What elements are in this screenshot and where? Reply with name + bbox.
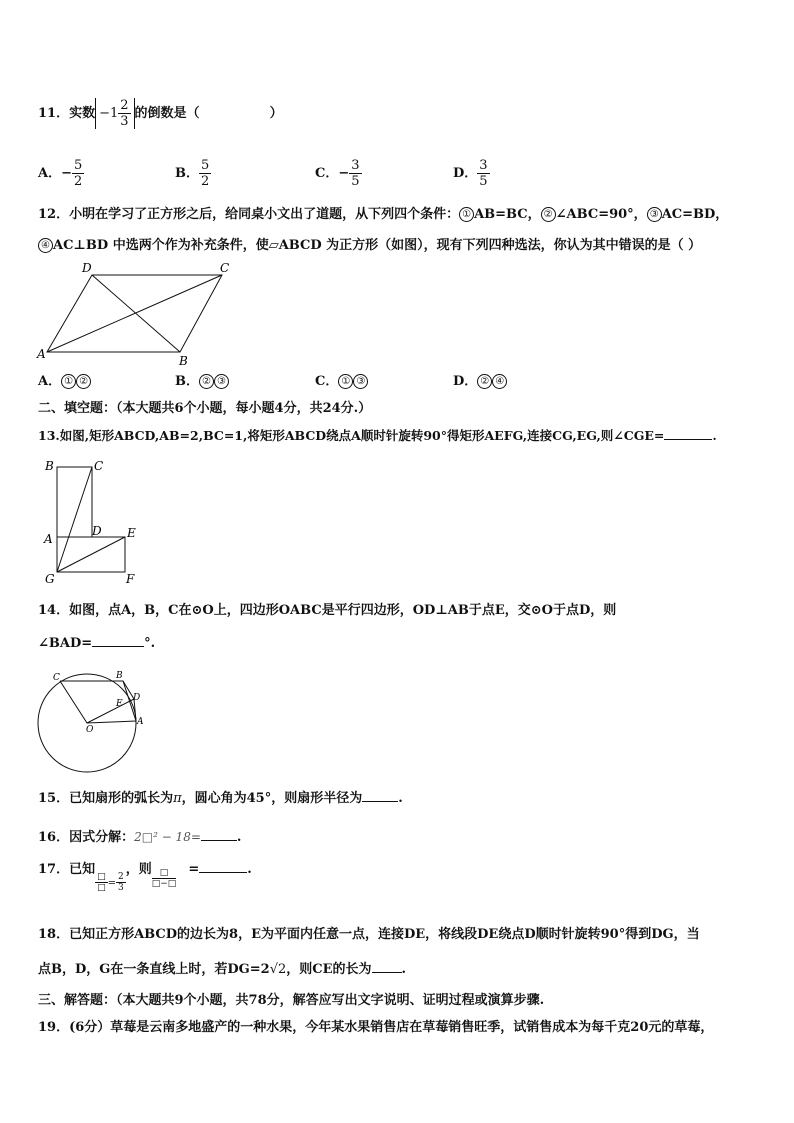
q11-abs-den: 3 [120,114,129,129]
option-letter: D． [453,166,478,181]
option-letter: C． [315,374,339,389]
q18-text: 点B，D，G在一条直线上时，若DG=2 [38,962,270,977]
q11-option-c [315,158,362,189]
label-g: G [45,572,55,586]
q15-end: . [398,791,403,806]
label-o: O [86,725,94,735]
q11-option-b [175,158,211,189]
condition-4-marker: ④ [38,238,53,253]
option-fraction [72,158,84,189]
q18-answer-blank[interactable] [372,972,402,973]
q17-end: . [247,862,252,877]
label-c: C [53,673,60,683]
option-marker: ④ [492,374,507,389]
parallelogram-figure [35,260,235,368]
q16-text: 16．因式分解： [38,830,135,845]
q17-answer-blank[interactable] [199,872,247,873]
option-letter: B． [175,374,199,389]
option-marker: ② [76,374,91,389]
question-18-line1: 18．已知正方形ABCD的边长为8，E为平面内任意一点，连接DE，将线段DE绕点D顺时针旋转90°得到DG，当 [38,927,700,942]
circle-parallelogram-figure [36,668,151,790]
q11-prefix: 11．实数 [38,106,96,121]
cond-left-frac [95,872,108,893]
frac-num: 5 [74,158,83,173]
q16-answer-blank[interactable] [201,840,237,841]
cond-right-frac [116,872,126,893]
label-a: A [37,347,46,361]
label-c: C [94,459,104,473]
section-2-heading: 二、填空题：（本大题共6个小题，每小题4分，共24分.） [38,401,372,416]
option-marker: ① [338,374,353,389]
frac-den: 5 [479,174,488,189]
q11-option-a [38,158,84,189]
q16-end: . [236,830,242,845]
q18-text-2: ，则CE的长为 [286,962,372,977]
query-frac [152,868,177,889]
q12-option-d [453,374,507,390]
q11-absolute-value [95,98,134,129]
q17-text: 17．已知 [38,862,96,877]
frac-num: 3 [351,158,360,173]
condition-1-marker: ① [459,207,474,222]
q15-text: 15．已知扇形的弧长为 [38,791,174,806]
option-letter: D． [453,374,478,389]
option-marker: ② [477,374,492,389]
label-b: B [116,671,123,681]
option-fraction [199,158,211,189]
condition-3-text: AC=BD， [661,207,729,222]
cond-eq: = [107,878,116,889]
q13-end: . [712,428,717,443]
q17-mid: ，则 [125,862,152,877]
question-15 [38,791,403,807]
question-14-line1: 14．如图，点A，B，C在⊙O上，四边形OABC是平行四边形，OD⊥AB于点E，交⊙O于点D，则 [38,603,617,618]
option-marker: ③ [214,374,229,389]
pi-symbol: π [173,791,182,806]
q11-suffix: 的倒数是（ [134,106,200,121]
label-e: E [127,526,136,540]
q18-end: . [401,962,407,977]
label-d: D [133,693,141,703]
frac-num: □ [152,868,177,879]
q17-eq: = [188,862,200,877]
option-sign: − [338,166,350,181]
q14-answer-blank[interactable] [92,646,144,647]
option-marker: ① [61,374,76,389]
label-d: D [82,261,92,275]
label-b: B [45,459,54,473]
question-16 [38,829,241,846]
q11-option-d [453,158,490,189]
question-19: 19．(6分）草莓是云南多地盛产的一种水果，今年某水果销售店在草莓销售旺季，试销售成本为每千克20元的草莓， [38,1020,714,1035]
option-letter: B． [175,166,199,181]
frac-num: □ [97,872,106,882]
frac-den: 3 [118,883,124,893]
q13-text: 13.如图,矩形ABCD,AB=2,BC=1,将矩形ABCD绕点A顺时针旋转90°得矩形AEFG,连接CG,EG,则∠CGE= [38,428,665,443]
frac-den: 2 [201,174,210,189]
q11-abs-whole: −1 [99,106,119,121]
frac-num: 3 [479,158,488,173]
frac-num: 2 [118,872,124,882]
q11-close: ） [269,106,283,121]
label-f: F [126,572,135,586]
frac-den: 5 [351,174,360,189]
question-11 [38,98,283,129]
condition-1-text: AB=BC， [474,207,541,222]
q12-text: 12．小明在学习了正方形之后，给同桌小文出了道题，从下列四个条件： [38,207,460,222]
question-14-line2 [38,636,155,652]
question-13 [38,428,717,444]
question-12-line2 [38,238,701,254]
frac-num: 5 [201,158,210,173]
rectangle-rotation-figure [38,455,148,590]
q14-end: °. [144,636,156,651]
frac-den: □−□ [151,879,177,889]
option-sign: − [61,166,72,181]
q17-condition [95,872,126,893]
sqrt-expression: √2 [269,962,287,977]
q14-angle: ∠BAD= [38,636,93,651]
q12-option-a [38,374,91,390]
q13-answer-blank[interactable] [664,439,712,440]
q12-text-2: AC⊥BD 中选两个作为补充条件，使▱ABCD 为正方形（如图），现有下列四种选法，你认为其中错误的是（ ） [53,238,702,253]
option-fraction [349,158,361,189]
frac-den: 2 [74,174,83,189]
q12-option-c [315,374,368,390]
question-17 [38,862,252,893]
condition-3-marker: ③ [647,207,662,222]
option-marker: ② [199,374,214,389]
q15-answer-blank[interactable] [362,801,398,802]
condition-2-marker: ② [541,207,556,222]
section-3-heading: 三、解答题：（本大题共9个小题，共78分，解答应写出文字说明、证明过程或演算步骤. [38,993,545,1008]
question-18-line2 [38,962,406,978]
option-marker: ③ [353,374,368,389]
label-e: E [116,699,123,709]
label-b: B [179,354,188,368]
q12-option-b [175,374,229,390]
label-a: A [137,717,144,727]
q15-text-2: ，圆心角为45°，则扇形半径为 [181,791,363,806]
option-letter: C． [315,166,339,181]
q11-abs-fraction [118,98,130,129]
question-12-line1 [38,207,728,223]
label-a: A [44,532,53,546]
label-d: D [92,524,102,538]
condition-2-text: ∠ABC=90°， [555,207,647,222]
q11-abs-num: 2 [120,98,129,113]
option-letter: A． [38,166,62,181]
q17-query [152,868,177,889]
option-letter: A． [38,374,62,389]
option-fraction [477,158,489,189]
label-c: C [220,261,230,275]
frac-den: □ [97,883,106,893]
q16-expression: 2□² − 18= [134,830,201,844]
